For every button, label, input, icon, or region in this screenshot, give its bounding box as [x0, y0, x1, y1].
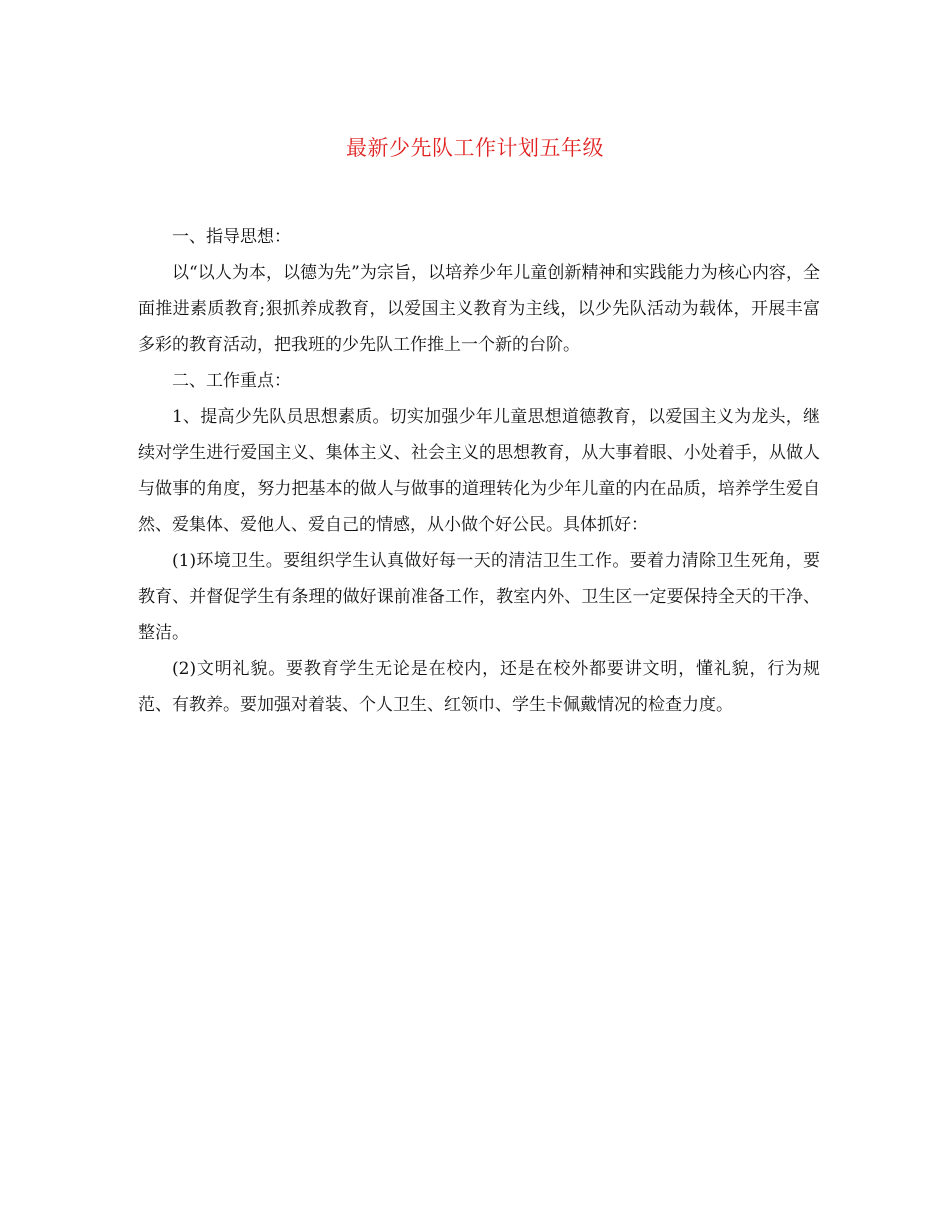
paragraph-work-focus-1: 1、提高少先队员思想素质。切实加强少年儿童思想道德教育，以爱国主义为龙头，继续对学生进行爱国主义、集体主义、社会主义的思想教育，从大事着眼、小处着手，从做人与做事的角度，努力把基本的做人与做事的道理转化为少年儿童的内在品质，培养学生爱自然、爱集体、爱他人、爱自己的情感，从小做个好公民。具体抓好： [138, 407, 820, 535]
paragraph-guiding-thought: 以“以人为本，以德为先”为宗旨，以培养少年儿童创新精神和实践能力为核心内容，全面推进素质教育;狠抓养成教育，以爱国主义教育为主线，以少先队活动为载体，开展丰富多彩的教育活动，把我班的少先队工作推上一个新的台阶。 [138, 263, 820, 355]
document-title: 最新少先队工作计划五年级 [346, 136, 604, 160]
document-body [138, 219, 820, 723]
paragraph-civility: (2)文明礼貌。要教育学生无论是在校内，还是在校外都要讲文明，懂礼貌，行为规范、有教养。要加强对着装、个人卫生、红领巾、学生卡佩戴情况的检查力度。 [138, 659, 820, 715]
section-heading-guiding-thought: 一、指导思想： [172, 227, 291, 247]
section-heading-work-focus: 二、工作重点： [172, 371, 291, 391]
paragraph-environment-hygiene: (1)环境卫生。要组织学生认真做好每一天的清洁卫生工作。要着力清除卫生死角，要教育、并督促学生有条理的做好课前准备工作，教室内外、卫生区一定要保持全天的干净、整洁。 [138, 551, 820, 643]
